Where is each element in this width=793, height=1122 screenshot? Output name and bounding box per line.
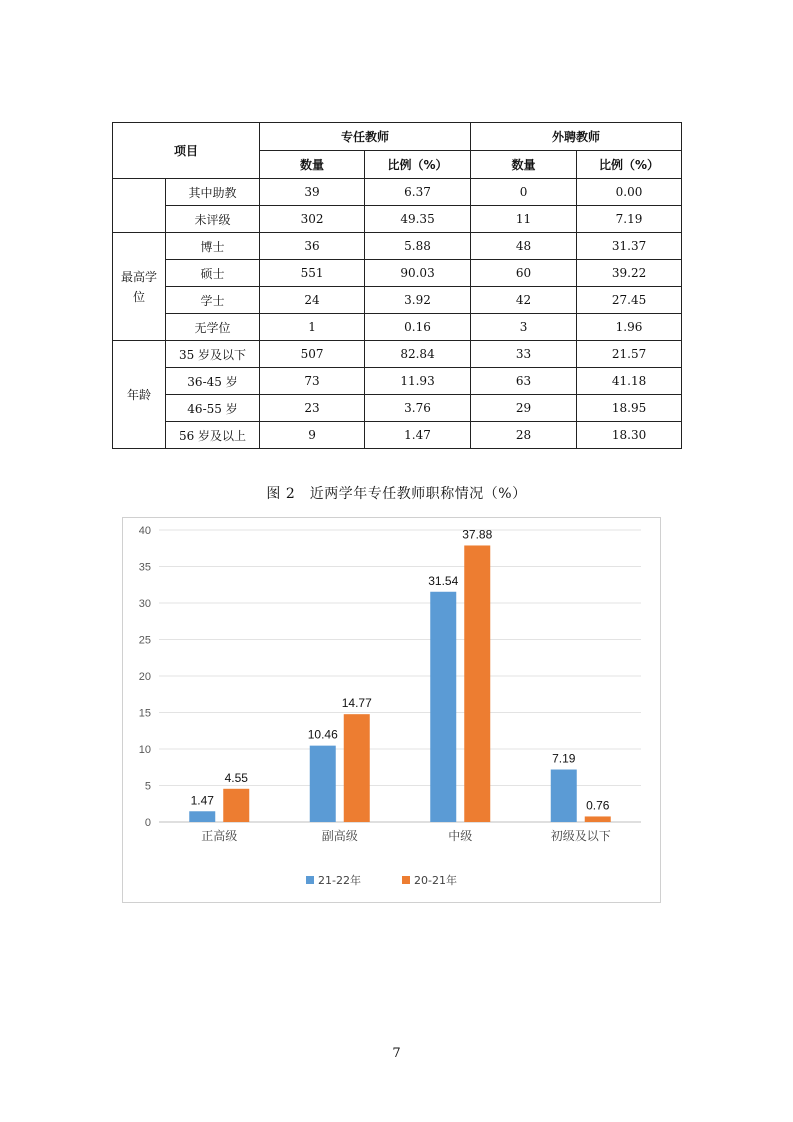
- bar: [551, 770, 577, 822]
- bar-chart: [122, 517, 661, 903]
- page-number: 7: [392, 1046, 401, 1061]
- row-name: 博士: [166, 233, 260, 260]
- ex-count: 48: [471, 233, 577, 260]
- bar: [189, 811, 215, 822]
- section-label-blank: [113, 179, 166, 233]
- ft-ratio: 49.35: [365, 206, 471, 233]
- ex-count: 29: [471, 395, 577, 422]
- ex-ratio: 7.19: [577, 206, 682, 233]
- ex-count: 33: [471, 341, 577, 368]
- ft-ratio: 11.93: [365, 368, 471, 395]
- bar: [223, 789, 249, 822]
- figure-title: 图 2 近两学年专任教师职称情况（%）: [266, 486, 527, 502]
- data-label: 31.54: [428, 573, 459, 588]
- data-label: 0.76: [586, 798, 610, 813]
- row-name: 未评级: [166, 206, 260, 233]
- legend-swatch: [306, 876, 314, 884]
- ex-count: 63: [471, 368, 577, 395]
- data-label: 1.47: [190, 793, 214, 808]
- legend-entry: 20-21年: [414, 874, 457, 887]
- x-tick-label: 初级及以下: [550, 829, 611, 843]
- x-tick-label: 正高级: [201, 829, 238, 843]
- header-ft-ratio: 比例（%）: [365, 151, 471, 179]
- ft-count: 36: [260, 233, 365, 260]
- teacher-stats-table: [112, 122, 682, 449]
- row-name: 35 岁及以下: [166, 341, 260, 368]
- ft-ratio: 90.03: [365, 260, 471, 287]
- ft-count: 507: [260, 341, 365, 368]
- ex-count: 3: [471, 314, 577, 341]
- ex-ratio: 18.95: [577, 395, 682, 422]
- x-tick-label: 副高级: [321, 829, 358, 843]
- ft-ratio: 3.92: [365, 287, 471, 314]
- header-external: 外聘教师: [471, 123, 682, 151]
- ft-count: 24: [260, 287, 365, 314]
- bar: [464, 545, 490, 822]
- y-tick-label: 35: [138, 561, 151, 574]
- ex-count: 0: [471, 179, 577, 206]
- header-ex-ratio: 比例（%）: [577, 151, 682, 179]
- ft-count: 1: [260, 314, 365, 341]
- legend-entry: 21-22年: [318, 874, 361, 887]
- ex-ratio: 21.57: [577, 341, 682, 368]
- bar: [310, 746, 336, 822]
- ex-count: 28: [471, 422, 577, 449]
- y-tick-label: 40: [138, 525, 151, 537]
- row-name: 无学位: [166, 314, 260, 341]
- data-label: 10.46: [307, 727, 338, 742]
- bar: [344, 714, 370, 822]
- ft-ratio: 1.47: [365, 422, 471, 449]
- y-tick-label: 5: [144, 780, 151, 793]
- data-label: 37.88: [462, 527, 493, 542]
- row-name: 学士: [166, 287, 260, 314]
- ft-ratio: 0.16: [365, 314, 471, 341]
- header-ft-count: 数量: [260, 151, 365, 179]
- ft-count: 302: [260, 206, 365, 233]
- row-name: 其中助教: [166, 179, 260, 206]
- y-tick-label: 30: [138, 598, 151, 610]
- section-label-age: 年龄: [113, 341, 166, 449]
- ft-ratio: 82.84: [365, 341, 471, 368]
- row-name: 硕士: [166, 260, 260, 287]
- ex-ratio: 41.18: [577, 368, 682, 395]
- bar: [430, 592, 456, 822]
- ft-ratio: 5.88: [365, 233, 471, 260]
- row-name: 36-45 岁: [166, 368, 260, 395]
- ex-ratio: 31.37: [577, 233, 682, 260]
- bar-chart-svg: [123, 518, 660, 902]
- header-ex-count: 数量: [471, 151, 577, 179]
- x-tick-label: 中级: [448, 829, 473, 843]
- ex-count: 42: [471, 287, 577, 314]
- ft-ratio: 3.76: [365, 395, 471, 422]
- data-label: 4.55: [224, 770, 248, 785]
- ex-ratio: 18.30: [577, 422, 682, 449]
- ex-ratio: 1.96: [577, 314, 682, 341]
- ex-count: 60: [471, 260, 577, 287]
- row-name: 46-55 岁: [166, 395, 260, 422]
- ft-count: 23: [260, 395, 365, 422]
- header-item: 项目: [113, 123, 260, 179]
- ex-ratio: 39.22: [577, 260, 682, 287]
- ft-count: 551: [260, 260, 365, 287]
- data-label: 7.19: [552, 751, 576, 766]
- data-label: 14.77: [341, 696, 372, 711]
- ft-count: 39: [260, 179, 365, 206]
- y-tick-label: 15: [138, 707, 151, 720]
- y-tick-label: 20: [138, 671, 151, 683]
- header-fulltime: 专任教师: [260, 123, 471, 151]
- ft-count: 9: [260, 422, 365, 449]
- ft-ratio: 6.37: [365, 179, 471, 206]
- section-label-degree-line1: 最高学: [120, 269, 157, 284]
- ex-ratio: 27.45: [577, 287, 682, 314]
- row-name: 56 岁及以上: [166, 422, 260, 449]
- section-label-degree: [113, 233, 166, 341]
- legend-swatch: [402, 876, 410, 884]
- y-tick-label: 10: [138, 744, 151, 756]
- ex-ratio: 0.00: [577, 179, 682, 206]
- ft-count: 73: [260, 368, 365, 395]
- y-tick-label: 0: [144, 817, 151, 829]
- section-label-degree-line2: 位: [132, 289, 145, 304]
- bar: [585, 816, 611, 822]
- ex-count: 11: [471, 206, 577, 233]
- y-tick-label: 25: [138, 634, 151, 647]
